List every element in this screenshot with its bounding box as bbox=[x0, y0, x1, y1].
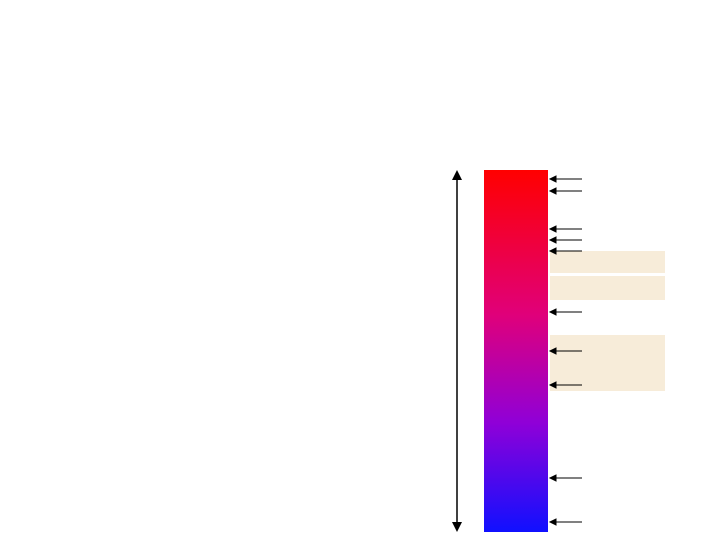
organisms-band bbox=[550, 335, 665, 391]
fish-repro-band bbox=[550, 276, 665, 300]
pointer-arrow-head bbox=[550, 519, 556, 525]
adult-fish-band bbox=[550, 251, 665, 273]
pointer-arrow-head bbox=[550, 176, 556, 182]
pointer-arrow-head bbox=[550, 475, 556, 481]
pointer-arrow-head bbox=[550, 226, 556, 232]
arrow-up-head bbox=[452, 170, 462, 180]
pointer-arrow-head bbox=[550, 309, 556, 315]
arrow-down-head bbox=[452, 522, 462, 532]
pointer-arrow-head bbox=[550, 237, 556, 243]
ph-gradient-bar bbox=[484, 170, 548, 532]
pointer-arrow-head bbox=[550, 188, 556, 194]
